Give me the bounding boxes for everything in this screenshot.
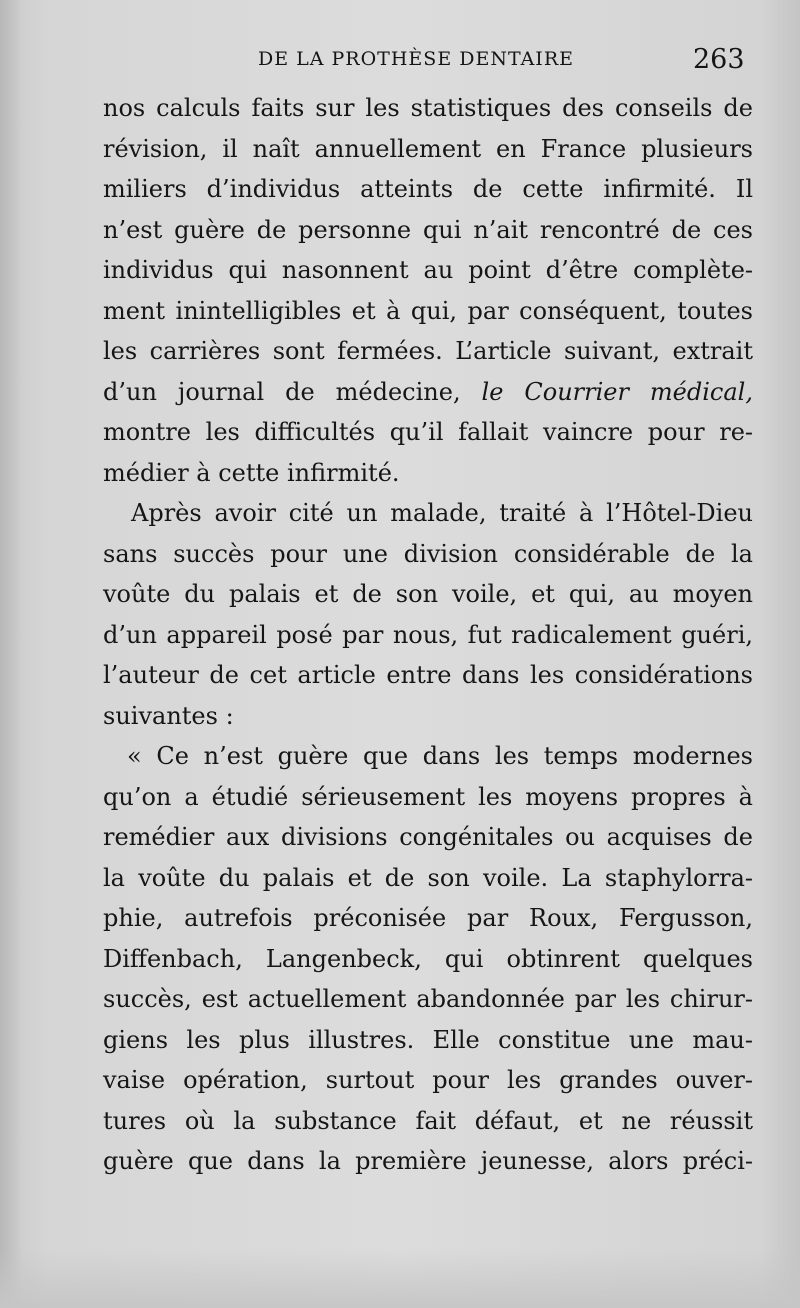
text-line: miliers d’individus atteints de cette infirmité. Il: [103, 175, 753, 203]
journal-title-italic: le Courrier médical,: [481, 377, 753, 406]
text-line: qu’on a étudié sérieusement les moyens propres à: [103, 782, 753, 811]
text-line: Après avoir cité un malade, traité à l’Hôtel-Dieu: [131, 499, 753, 527]
body-text: [103, 88, 753, 1182]
page-header: [0, 44, 800, 78]
text-line: « Ce n’est guère que dans les temps modernes: [127, 742, 753, 770]
text-line: ment inintelligibles et à qui, par conséquent, toutes: [103, 296, 753, 325]
text-line: montre les difficultés qu’il fallait vaincre pour re-: [103, 418, 753, 446]
text-line: phie, autrefois préconisée par Roux, Fergusson,: [103, 904, 753, 932]
text-line-with-italic: [103, 372, 753, 413]
text-line: succès, est actuellement abandonnée par les chirur-: [103, 985, 753, 1013]
text-line: tures où la substance fait défaut, et ne réussit: [103, 1106, 753, 1135]
text-line: suivantes :: [103, 701, 234, 730]
text-line: guère que dans la première jeunesse, alors préci-: [103, 1147, 753, 1175]
text-line: nos calculs faits sur les statistiques des conseils de: [103, 94, 753, 122]
text-line: révision, il naît annuellement en France plusieurs: [103, 134, 753, 163]
text-line: giens les plus illustres. Elle constitue une mau-: [103, 1025, 753, 1054]
text-line: remédier aux divisions congénitales ou acquises de: [103, 823, 753, 851]
text-line: individus qui nasonnent au point d’être complète-: [103, 256, 753, 284]
text-line: médier à cette infirmité.: [103, 458, 400, 487]
text-line: n’est guère de personne qui n’ait rencontré de ces: [103, 215, 753, 244]
text-line: Diffenbach, Langenbeck, qui obtinrent quelques: [103, 944, 753, 973]
text-line: d’un appareil posé par nous, fut radicalement guéri,: [103, 620, 753, 649]
text-line: sans succès pour une division considérable de la: [103, 539, 753, 568]
text-line: vaise opération, surtout pour les grandes ouver-: [103, 1066, 753, 1094]
page-number: 263: [693, 44, 745, 75]
text-line: la voûte du palais et de son voile. La staphylorra-: [103, 863, 753, 892]
text-line: l’auteur de cet article entre dans les considérations: [103, 661, 753, 689]
text-line: les carrières sont fermées. L’article suivant, extrait: [103, 337, 753, 365]
text-line: voûte du palais et de son voile, et qui, au moyen: [103, 580, 753, 608]
text-segment: d’un journal de médecine,: [103, 377, 461, 406]
running-title: DE LA PROTHÈSE DENTAIRE: [258, 48, 574, 70]
